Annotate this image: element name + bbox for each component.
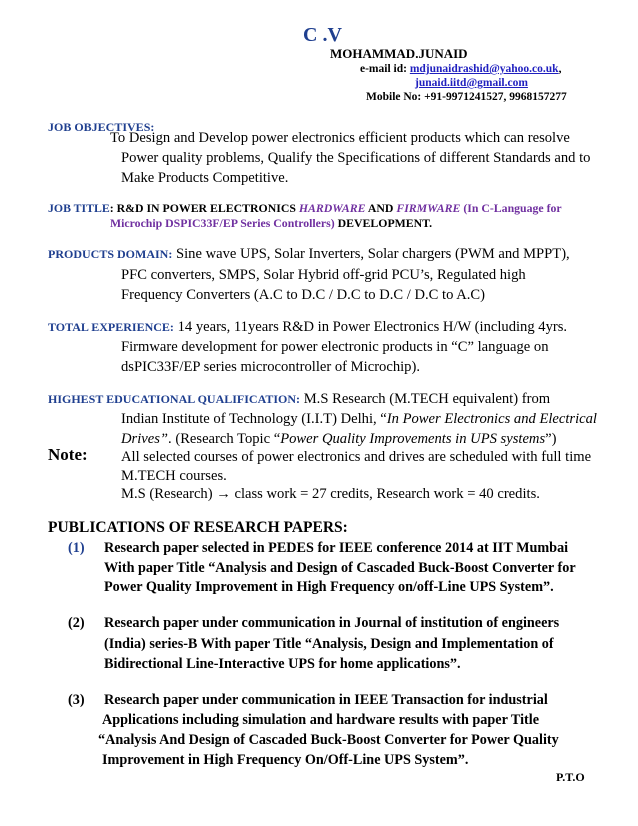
education-line-2 — [121, 409, 597, 429]
education-specialization: In Power Electronics and Electrical — [386, 411, 597, 427]
products-domain-label: PRODUCTS DOMAIN: — [48, 247, 173, 261]
pub-2-number: (2) — [68, 615, 85, 631]
education-text-1: M.S Research (M.TECH equivalent) from — [303, 391, 551, 407]
job-title-part1: R&D IN POWER ELECTRONICS — [116, 201, 299, 215]
objectives-line-2: Power quality problems, Qualify the Specifications of different Standards and to — [121, 150, 591, 166]
email-link-yahoo[interactable]: mdjunaidrashid@yahoo.co.uk — [409, 63, 559, 75]
pub-1-line-3: Power Quality Improvement in High Frequency on/off-Line UPS System”. — [104, 579, 554, 595]
job-title-firmware: FIRMWARE — [396, 201, 461, 215]
job-title-and: AND — [365, 201, 397, 215]
publications-heading: PUBLICATIONS OF RESEARCH PAPERS: — [48, 519, 348, 536]
education-topic-suffix: ”) — [545, 431, 557, 447]
education-line-1 — [48, 389, 550, 409]
products-line-1 — [48, 244, 570, 264]
email-line — [360, 63, 561, 75]
job-title-paren1: (In C-Language for — [460, 201, 562, 215]
pto-label: P.T.O — [556, 770, 585, 784]
job-objectives-label: JOB OBJECTIVES: — [48, 120, 155, 134]
pub-3-line-1: Research paper under communication in IEEE Transaction for industrial — [104, 692, 548, 708]
education-topic: Power Quality Improvements in UPS systems — [280, 431, 546, 447]
job-title-paren2: Microchip DSPIC33F/EP Series Controllers) — [110, 216, 335, 230]
experience-line-2: Firmware development for power electronic products in “C” language on — [121, 339, 549, 355]
pub-2-line-1: Research paper under communication in Journal of institution of engineers — [104, 615, 560, 631]
pub-2-line-3: Bidirectional Line-Interactive UPS for home applications”. — [104, 656, 461, 672]
email-label: e-mail id: — [360, 63, 407, 75]
job-title-hardware: HARDWARE — [298, 201, 366, 215]
education-topic-prefix: . (Research Topic “ — [168, 431, 281, 447]
job-title-dev: DEVELOPMENT. — [334, 216, 433, 230]
pub-1-line-2: With paper Title “Analysis and Design of Cascaded Buck-Boost Converter for — [104, 560, 576, 576]
experience-line-1 — [48, 317, 567, 337]
note-line-3: M.S (Research) → class work = 27 credits, Research work = 40 credits. — [121, 486, 540, 502]
pub-3-line-2: Applications including simulation and hardware results with paper Title — [102, 712, 540, 728]
education-label: HIGHEST EDUCATIONAL QUALIFICATION: — [48, 392, 301, 406]
education-line-3 — [121, 429, 557, 449]
pub-3-number: (3) — [68, 692, 85, 708]
education-drives: Drives” — [121, 431, 169, 447]
candidate-name: MOHAMMAD.JUNAID — [330, 46, 468, 61]
total-experience-label: TOTAL EXPERIENCE: — [48, 320, 174, 334]
job-title-line-2 — [110, 216, 432, 231]
experience-text-1: 14 years, 11years R&D in Power Electronics H/W (including 4yrs. — [177, 319, 568, 335]
pub-3-line-4: Improvement in High Frequency On/Off-Line UPS System”. — [102, 752, 469, 768]
email-link-gmail[interactable]: junaid.iitd@gmail.com — [415, 77, 528, 89]
mobile-number: Mobile No: +91-9971241527, 9968157277 — [366, 91, 567, 103]
objectives-line-3: Make Products Competitive. — [121, 170, 289, 186]
pub-2-line-2: (India) series-B With paper Title “Analysis, Design and Implementation of — [104, 636, 554, 652]
note-line-2: M.TECH courses. — [121, 468, 227, 484]
job-title-label: JOB TITLE — [48, 201, 110, 215]
email-separator: , — [558, 63, 562, 75]
cv-title: C .V — [303, 24, 342, 46]
note-label-text: Note — [48, 445, 82, 464]
education-institute: Indian Institute of Technology (I.I.T) Delhi, “ — [121, 411, 387, 427]
products-line-2: PFC converters, SMPS, Solar Hybrid off-grid PCU’s, Regulated high — [121, 267, 526, 283]
products-text-1: Sine wave UPS, Solar Inverters, Solar chargers (PWM and MPPT), — [176, 246, 570, 262]
pub-1-line-1: Research paper selected in PEDES for IEEE conference 2014 at IIT Mumbai — [104, 540, 569, 556]
pub-1-number: (1) — [68, 540, 85, 556]
pub-3-line-3: “Analysis And Design of Cascaded Buck-Boost Converter for Power Quality — [98, 732, 559, 748]
note-colon: : — [81, 445, 88, 464]
job-title-line-1 — [48, 201, 562, 216]
job-title-colon: : — [109, 201, 117, 215]
objectives-line-1: To Design and Develop power electronics efficient products which can resolve — [110, 130, 570, 146]
note-label — [48, 445, 88, 465]
products-line-3: Frequency Converters (A.C to D.C / D.C to D.C / D.C to A.C) — [121, 287, 486, 303]
experience-line-3: dsPIC33F/EP series microcontroller of Microchip). — [121, 359, 420, 375]
note-line-1: All selected courses of power electronics and drives are scheduled with full time — [121, 449, 592, 465]
